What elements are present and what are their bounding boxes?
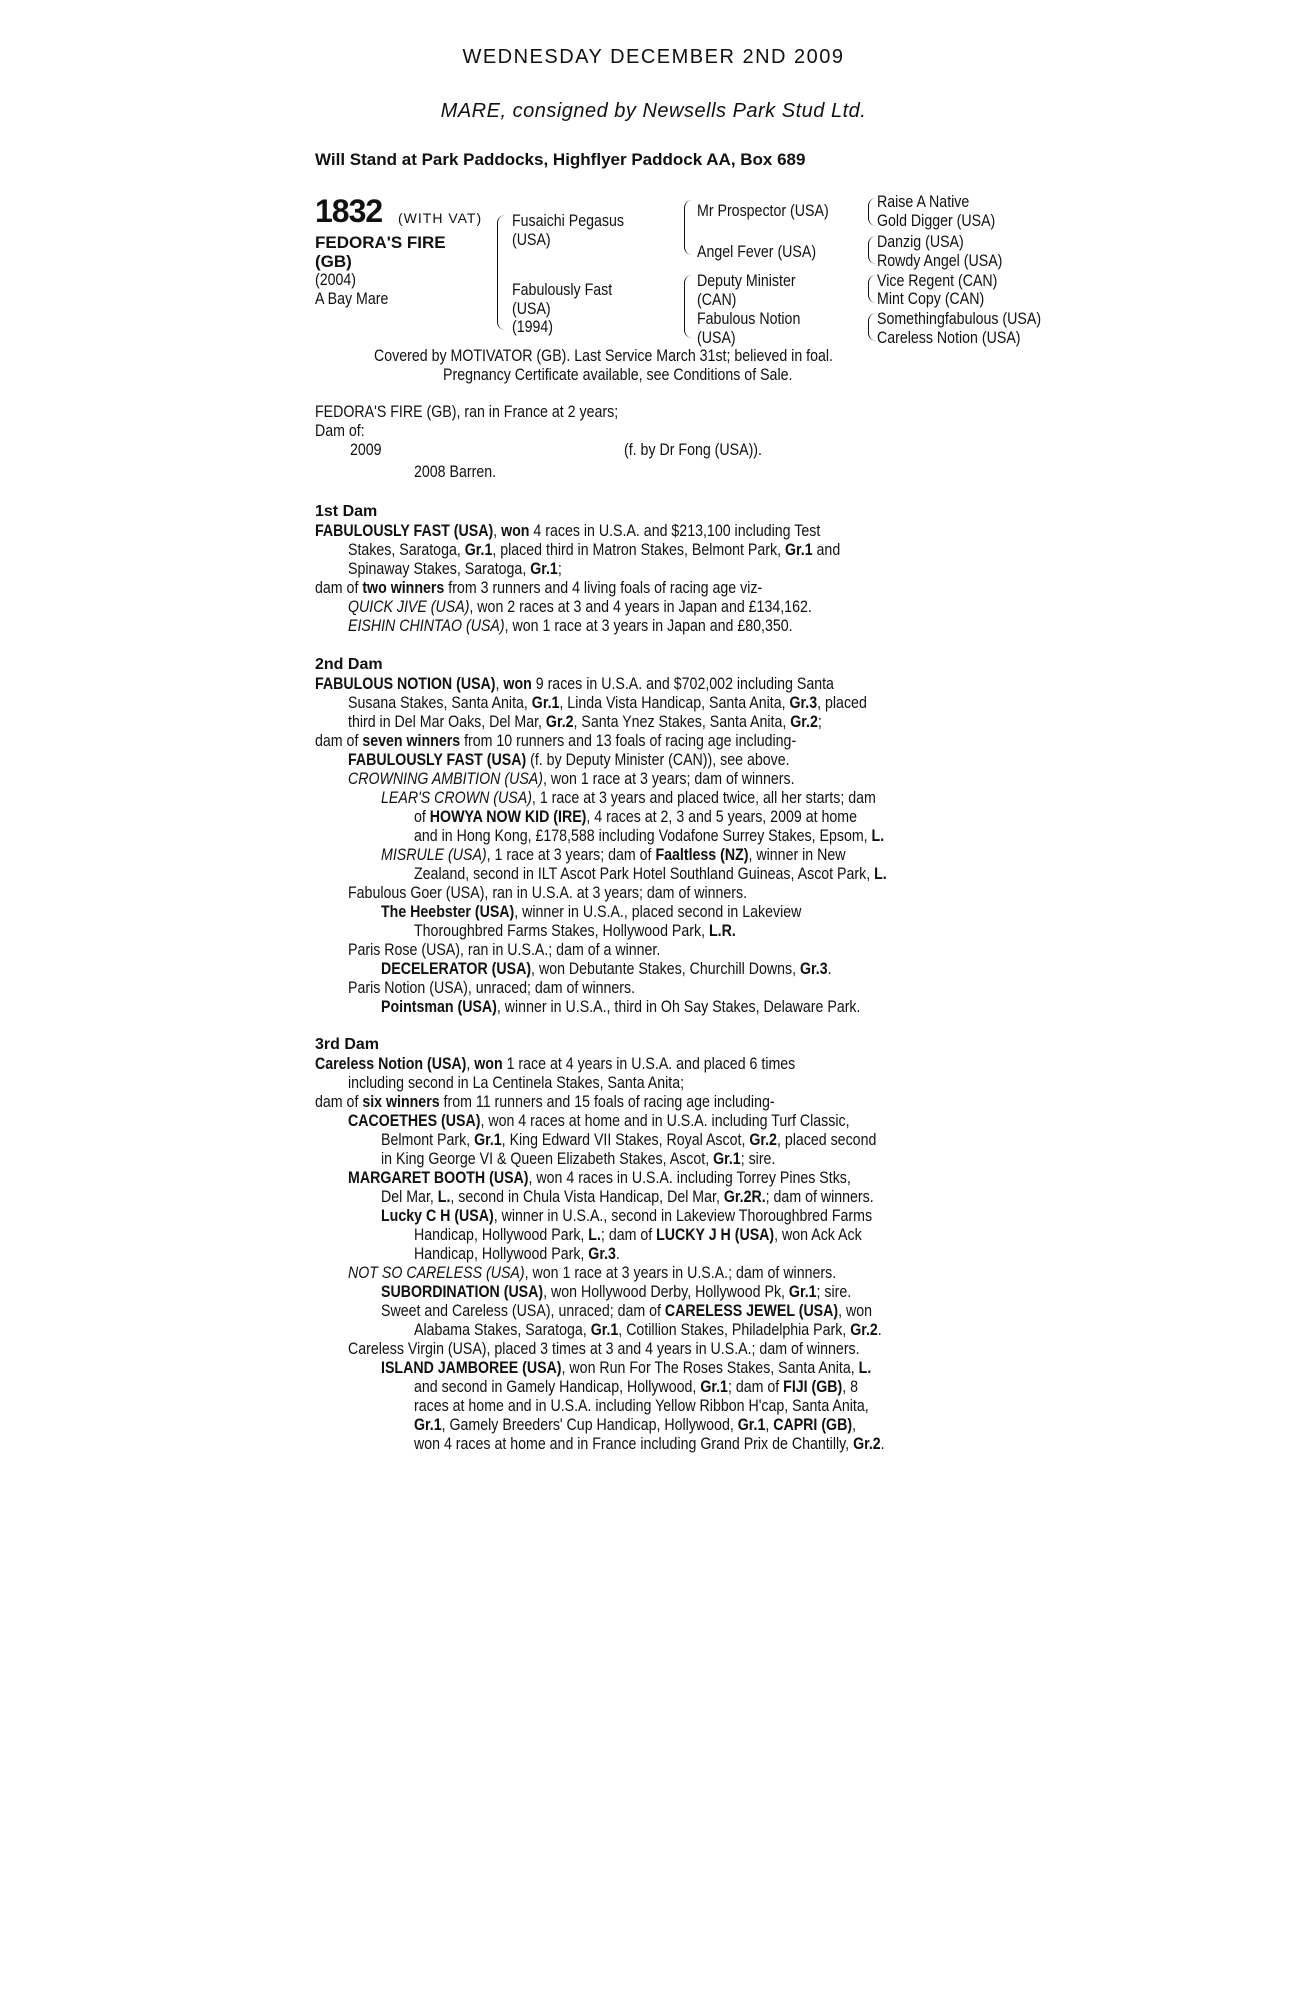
brace-g3-1 [868, 198, 876, 226]
cover-line-1: Covered by MOTIVATOR (GB). Last Service March 31st; believed in foal. [374, 347, 833, 365]
produce-paris-rose: Paris Rose (USA), ran in U.S.A.; dam of a winner. [348, 941, 661, 959]
sire-sire-dam: Gold Digger (USA) [877, 212, 996, 230]
brace-g3-2 [868, 236, 876, 264]
brace-g3-4 [868, 313, 876, 341]
dam-country: (USA) [512, 300, 551, 318]
second-dam-line-3: third in Del Mar Oaks, Del Mar, Gr.2, Santa Ynez Stakes, Santa Anita, Gr.2; [348, 713, 822, 731]
second-dam-produce-summary: dam of seven winners from 10 runners and 13 foals of racing age including- [315, 732, 797, 750]
cover-line-2: Pregnancy Certificate available, see Conditions of Sale. [443, 366, 793, 384]
produce-island-jamboree-2: and second in Gamely Handicap, Hollywood, Gr.1; dam of FIJI (GB), 8 [414, 1378, 859, 1396]
sire-dam-sire: Danzig (USA) [877, 233, 964, 251]
produce-decelerator: DECELERATOR (USA), won Debutante Stakes, Churchill Downs, Gr.3. [381, 960, 832, 978]
brace-g3-3 [868, 275, 876, 303]
produce-lucky-c-h-2: Handicap, Hollywood Park, L.; dam of LUCKY J H (USA), won Ack Ack [414, 1226, 862, 1244]
first-dam-line-3: Spinaway Stakes, Saratoga, Gr.1; [348, 560, 562, 578]
dam-name: Fabulously Fast [512, 281, 613, 299]
third-dam-produce-summary: dam of six winners from 11 runners and 15 foals of racing age including- [315, 1093, 775, 1111]
horse-year: (2004) [315, 271, 357, 289]
produce-lucky-c-h: Lucky C H (USA), winner in U.S.A., second in Lakeview Thoroughbred Farms [381, 1207, 873, 1225]
produce-lears-crown-2: of HOWYA NOW KID (IRE), 4 races at 2, 3 and 5 years, 2009 at home [414, 808, 857, 826]
brace-dam-parents [684, 275, 693, 338]
first-dam-line-1: FABULOUSLY FAST (USA), won 4 races in U.S.A. and $213,100 including Test [315, 522, 821, 540]
sire-dam-dam: Rowdy Angel (USA) [877, 252, 1003, 270]
second-dam-heading: 2nd Dam [315, 656, 383, 673]
intro-line-2: Dam of: [315, 422, 365, 440]
dam-dam-sire: Somethingfabulous (USA) [877, 310, 1042, 328]
sire-name: Fusaichi Pegasus [512, 212, 625, 230]
produce-sweet-and-careless: Sweet and Careless (USA), unraced; dam of CARELESS JEWEL (USA), won [381, 1302, 873, 1320]
dam-sire: Deputy Minister [697, 272, 796, 290]
third-dam-line-2: including second in La Centinela Stakes, Santa Anita; [348, 1074, 685, 1092]
produce-lucky-c-h-3: Handicap, Hollywood Park, Gr.3. [414, 1245, 620, 1263]
produce-margaret-booth-2: Del Mar, L., second in Chula Vista Handicap, Del Mar, Gr.2R.; dam of winners. [381, 1188, 874, 1206]
produce-paris-notion: Paris Notion (USA), unraced; dam of winners. [348, 979, 636, 997]
brace-sire-parents [684, 200, 693, 255]
produce-fabulously-fast: FABULOUSLY FAST (USA) (f. by Deputy Minister (CAN)), see above. [348, 751, 790, 769]
produce-lears-crown: LEAR'S CROWN (USA), 1 race at 3 years and placed twice, all her starts; dam [381, 789, 876, 807]
produce-margaret-booth: MARGARET BOOTH (USA), won 4 races in U.S.A. including Torrey Pines Stks, [348, 1169, 851, 1187]
produce-crowning-ambition: CROWNING AMBITION (USA), won 1 race at 3 years; dam of winners. [348, 770, 795, 788]
brace-gen1 [497, 215, 506, 330]
consignor-line: MARE, consigned by Newsells Park Stud Ltd. [440, 100, 867, 122]
sire-dam: Angel Fever (USA) [697, 243, 817, 261]
dam-dam: Fabulous Notion [697, 310, 801, 328]
third-dam-line-1: Careless Notion (USA), won 1 race at 4 years in U.S.A. and placed 6 times [315, 1055, 796, 1073]
produce-island-jamboree-4: Gr.1, Gamely Breeders' Cup Handicap, Hollywood, Gr.1, CAPRI (GB), [414, 1416, 857, 1434]
horse-country: (GB) [315, 252, 352, 271]
first-dam-line-2: Stakes, Saratoga, Gr.1, placed third in Matron Stakes, Belmont Park, Gr.1 and [348, 541, 841, 559]
first-dam-foal-1: QUICK JIVE (USA), won 2 races at 3 and 4 years in Japan and £134,162. [348, 598, 812, 616]
produce-subordination: SUBORDINATION (USA), won Hollywood Derby, Hollywood Pk, Gr.1; sire. [381, 1283, 852, 1301]
sire-sire-sire: Raise A Native [877, 193, 970, 211]
first-dam-produce-summary: dam of two winners from 3 runners and 4 living foals of racing age viz- [315, 579, 763, 597]
sire-country: (USA) [512, 231, 551, 249]
produce-misrule: MISRULE (USA), 1 race at 3 years; dam of Faaltless (NZ), winner in New [381, 846, 846, 864]
vat-note: (WITH VAT) [398, 210, 483, 226]
dam-sire-country: (CAN) [697, 291, 737, 309]
first-dam-foal-2: EISHIN CHINTAO (USA), won 1 race at 3 years in Japan and £80,350. [348, 617, 793, 635]
sire-sire: Mr Prospector (USA) [697, 202, 829, 220]
produce-cacoethes-3: in King George VI & Queen Elizabeth Stakes, Ascot, Gr.1; sire. [381, 1150, 776, 1168]
produce-the-heebster-2: Thoroughbred Farms Stakes, Hollywood Park, L.R. [414, 922, 736, 940]
third-dam-heading: 3rd Dam [315, 1036, 380, 1053]
intro-line-1: FEDORA'S FIRE (GB), ran in France at 2 years; [315, 403, 619, 421]
dam-sire-dam: Mint Copy (CAN) [877, 290, 985, 308]
produce-lears-crown-3: and in Hong Kong, £178,588 including Vodafone Surrey Stakes, Epsom, L. [414, 827, 885, 845]
dam-dam-dam: Careless Notion (USA) [877, 329, 1021, 347]
produce-cacoethes: CACOETHES (USA), won 4 races at home and in U.S.A. including Turf Classic, [348, 1112, 850, 1130]
horse-description: A Bay Mare [315, 290, 389, 308]
produce-misrule-2: Zealand, second in ILT Ascot Park Hotel Southland Guineas, Ascot Park, L. [414, 865, 887, 883]
produce-pointsman: Pointsman (USA), winner in U.S.A., third in Oh Say Stakes, Delaware Park. [381, 998, 861, 1016]
produce-fabulous-goer: Fabulous Goer (USA), ran in U.S.A. at 3 years; dam of winners. [348, 884, 748, 902]
stand-location: Will Stand at Park Paddocks, Highflyer Paddock AA, Box 689 [315, 150, 806, 169]
produce-not-so-careless: NOT SO CARELESS (USA), won 1 race at 3 years in U.S.A.; dam of winners. [348, 1264, 837, 1282]
dam-dam-country: (USA) [697, 329, 736, 347]
dam-year: (1994) [512, 318, 554, 336]
second-dam-line-1: FABULOUS NOTION (USA), won 9 races in U.S.A. and $702,002 including Santa [315, 675, 834, 693]
produce-island-jamboree-3: races at home and in U.S.A. including Yellow Ribbon H'cap, Santa Anita, [414, 1397, 869, 1415]
produce-careless-virgin: Careless Virgin (USA), placed 3 times at 3 and 4 years in U.S.A.; dam of winners. [348, 1340, 860, 1358]
foal-detail: (f. by Dr Fong (USA)). [624, 441, 762, 459]
produce-island-jamboree-5: won 4 races at home and in France including Grand Prix de Chantilly, Gr.2. [414, 1435, 885, 1453]
foal-year: 2009 [350, 441, 382, 459]
horse-name: FEDORA'S FIRE [315, 233, 446, 252]
sale-date: WEDNESDAY DECEMBER 2ND 2009 [462, 46, 845, 68]
produce-cacoethes-2: Belmont Park, Gr.1, King Edward VII Stakes, Royal Ascot, Gr.2, placed second [381, 1131, 877, 1149]
produce-island-jamboree: ISLAND JAMBOREE (USA), won Run For The Roses Stakes, Santa Anita, L. [381, 1359, 872, 1377]
produce-sweet-and-careless-2: Alabama Stakes, Saratoga, Gr.1, Cotillion Stakes, Philadelphia Park, Gr.2. [414, 1321, 882, 1339]
barren-note: 2008 Barren. [414, 463, 497, 481]
produce-the-heebster: The Heebster (USA), winner in U.S.A., placed second in Lakeview [381, 903, 802, 921]
lot-number: 1832 [315, 193, 383, 229]
dam-sire-sire: Vice Regent (CAN) [877, 272, 998, 290]
first-dam-heading: 1st Dam [315, 503, 378, 520]
second-dam-line-2: Susana Stakes, Santa Anita, Gr.1, Linda Vista Handicap, Santa Anita, Gr.3, placed [348, 694, 867, 712]
